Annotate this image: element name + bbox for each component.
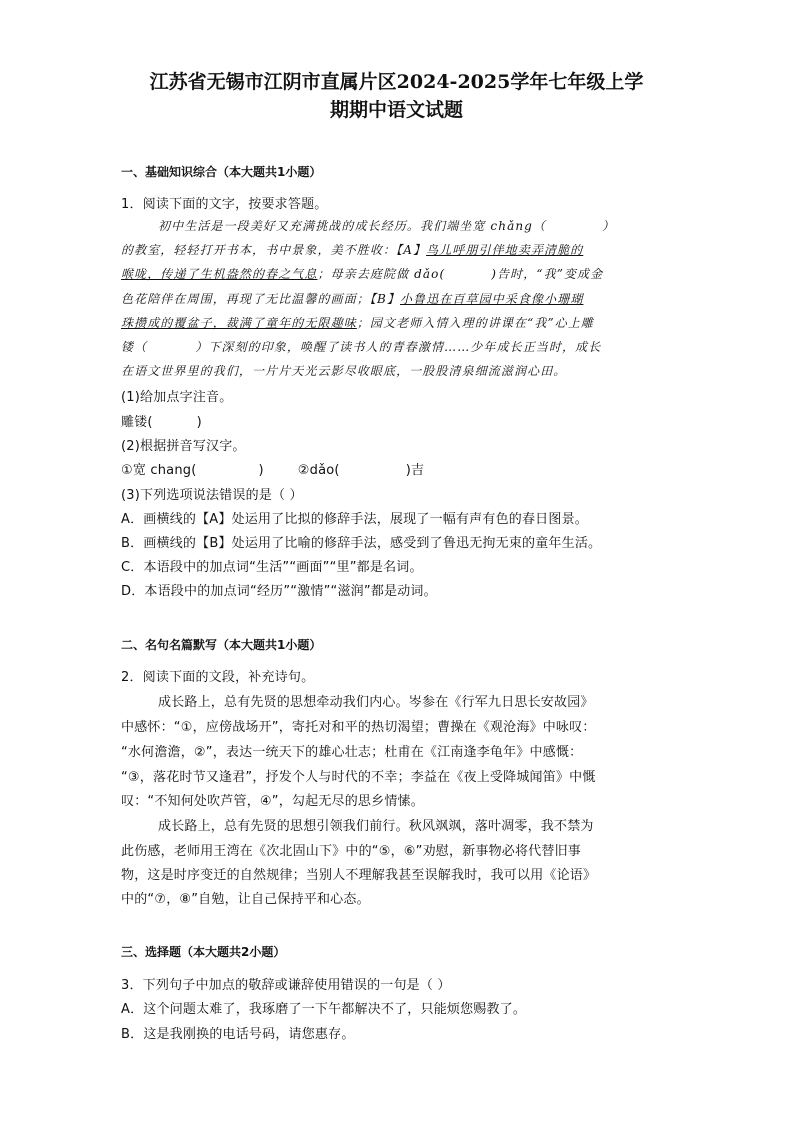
underlined-sentence-a: 喉咙，传递了生机盎然的春之气息	[121, 267, 318, 281]
section-1-heading: 一、基础知识综合（本大题共1小题）	[121, 165, 322, 179]
passage-2-line: 成长路上，总有先贤的思想引领我们前行。秋风飒飒，落叶凋零，我不禁为	[158, 819, 594, 834]
option-b: B．这是我刚换的电话号码，请您惠存。	[121, 1027, 355, 1042]
option-a: A．这个问题太难了，我琢磨了一下午都解决不了，只能烦您赐教了。	[121, 1002, 527, 1017]
passage-text: ；母亲去庭院做 dǎo(	[317, 267, 446, 281]
passage-text: 镂（	[121, 340, 148, 354]
underlined-sentence-a: 鸟儿呼朋引伴地卖弄清脆的	[426, 243, 584, 257]
answer-label: )	[258, 463, 264, 478]
section-3-heading: 三、选择题（本大题共2小题）	[121, 945, 286, 959]
passage-text: 初中生活是一段美好又充满挑战的成长经历。我们端坐宽 chǎng（	[158, 219, 547, 233]
passage-text: ；园文老师入情入理的讲课在“我”心上雕	[356, 316, 594, 330]
passage-line-1	[158, 217, 615, 234]
sub-question-2-answers	[121, 459, 424, 478]
answer-label: )吉	[405, 463, 425, 478]
passage-line-6	[121, 338, 601, 355]
answer-label: )	[196, 415, 202, 430]
passage-2-line: 成长路上，总有先贤的思想牵动我们内心。岑参在《行军九日思长安故园》	[158, 695, 594, 710]
passage-text: 的教室，轻轻打开书本，书中景象，美不胜收：【A】	[121, 243, 427, 257]
passage-text: )告时，“我”变成金	[491, 267, 604, 281]
answer-label: ①宽 chang(	[121, 463, 197, 478]
question-2-prompt: 2．阅读下面的文段，补充诗句。	[121, 670, 315, 685]
passage-text: 色花陪伴在周围，再现了无比温馨的画面；【B】	[121, 292, 401, 306]
passage-line-2	[121, 241, 583, 258]
passage-text: ）	[602, 219, 616, 233]
sub-question-2: (2)根据拼音写汉字。	[121, 439, 246, 454]
passage-text: ）下深刻的印象，唤醒了读书人的青春激情……少年成长正当时，成长	[195, 340, 602, 354]
exam-title-line-2: 期期中语文试题	[329, 99, 463, 121]
passage-line-3	[121, 265, 603, 282]
passage-2-line: 中的“⑦，⑧”自勉，让自己保持平和心态。	[121, 892, 370, 907]
underlined-sentence-b: 小鲁迅在百草园中采食像小珊瑚	[400, 292, 584, 306]
question-3-prompt: 3．下列句子中加点的敬辞或谦辞使用错误的一句是（ ）	[121, 978, 451, 993]
sub-question-1-answer	[121, 411, 202, 430]
passage-line-7: 在语文世界里的我们，一片片天光云影尽收眼底，一股股清泉细流滋润心田。	[121, 364, 567, 378]
section-2-heading: 二、名句名篇默写（本大题共1小题）	[121, 638, 322, 652]
passage-2-line: “③，落花时节又逢君”，抒发个人与时代的不幸；李益在《夜上受降城闻笛》中慨	[121, 770, 596, 785]
passage-2-line: 此伤感，老师用王湾在《次北固山下》中的“⑤，⑥”劝慰，新事物必将代替旧事	[121, 844, 581, 859]
passage-2-line: 物，这是时序变迁的自然规律；当别人不理解我甚至误解我时，我可以用《论语》	[121, 868, 597, 883]
passage-2-line: 叹：“不知何处吹芦管，④”，勾起无尽的思乡情愫。	[121, 794, 424, 809]
sub-question-1: (1)给加点字注音。	[121, 390, 233, 405]
underlined-sentence-b: 珠攒成的覆盆子，裁满了童年的无限趣味	[121, 316, 357, 330]
option-b: B．画横线的【B】处运用了比喻的修辞手法，感受到了鲁迅无拘无束的童年生活。	[121, 536, 602, 551]
option-d: D．本语段中的加点词“经历”“激情”“滋润”都是动词。	[121, 584, 437, 599]
option-c: C．本语段中的加点词“生活”“画面”“里”都是名词。	[121, 560, 423, 575]
answer-label: ②dǎo(	[297, 463, 340, 478]
passage-2-line: “水何澹澹，②”，表达一统天下的雄心壮志；杜甫在《江南逢李龟年》中感慨：	[121, 745, 583, 760]
option-a: A．画横线的【A】处运用了比拟的修辞手法，展现了一幅有声有色的春日图景。	[121, 512, 588, 527]
question-1-prompt: 1．阅读下面的文字，按要求答题。	[121, 197, 328, 212]
passage-line-5	[121, 314, 594, 331]
passage-line-4	[121, 290, 583, 307]
sub-question-3: (3)下列选项说法错误的是（ ）	[121, 488, 303, 503]
passage-2-line: 中感怀：“①，应傍战场开”，寄托对和平的热切渴望；曹操在《观沧海》中咏叹：	[121, 720, 596, 735]
exam-title-line-1: 江苏省无锡市江阴市直属片区2024-2025学年七年级上学	[149, 71, 644, 93]
answer-label: 雕镂(	[121, 415, 153, 430]
